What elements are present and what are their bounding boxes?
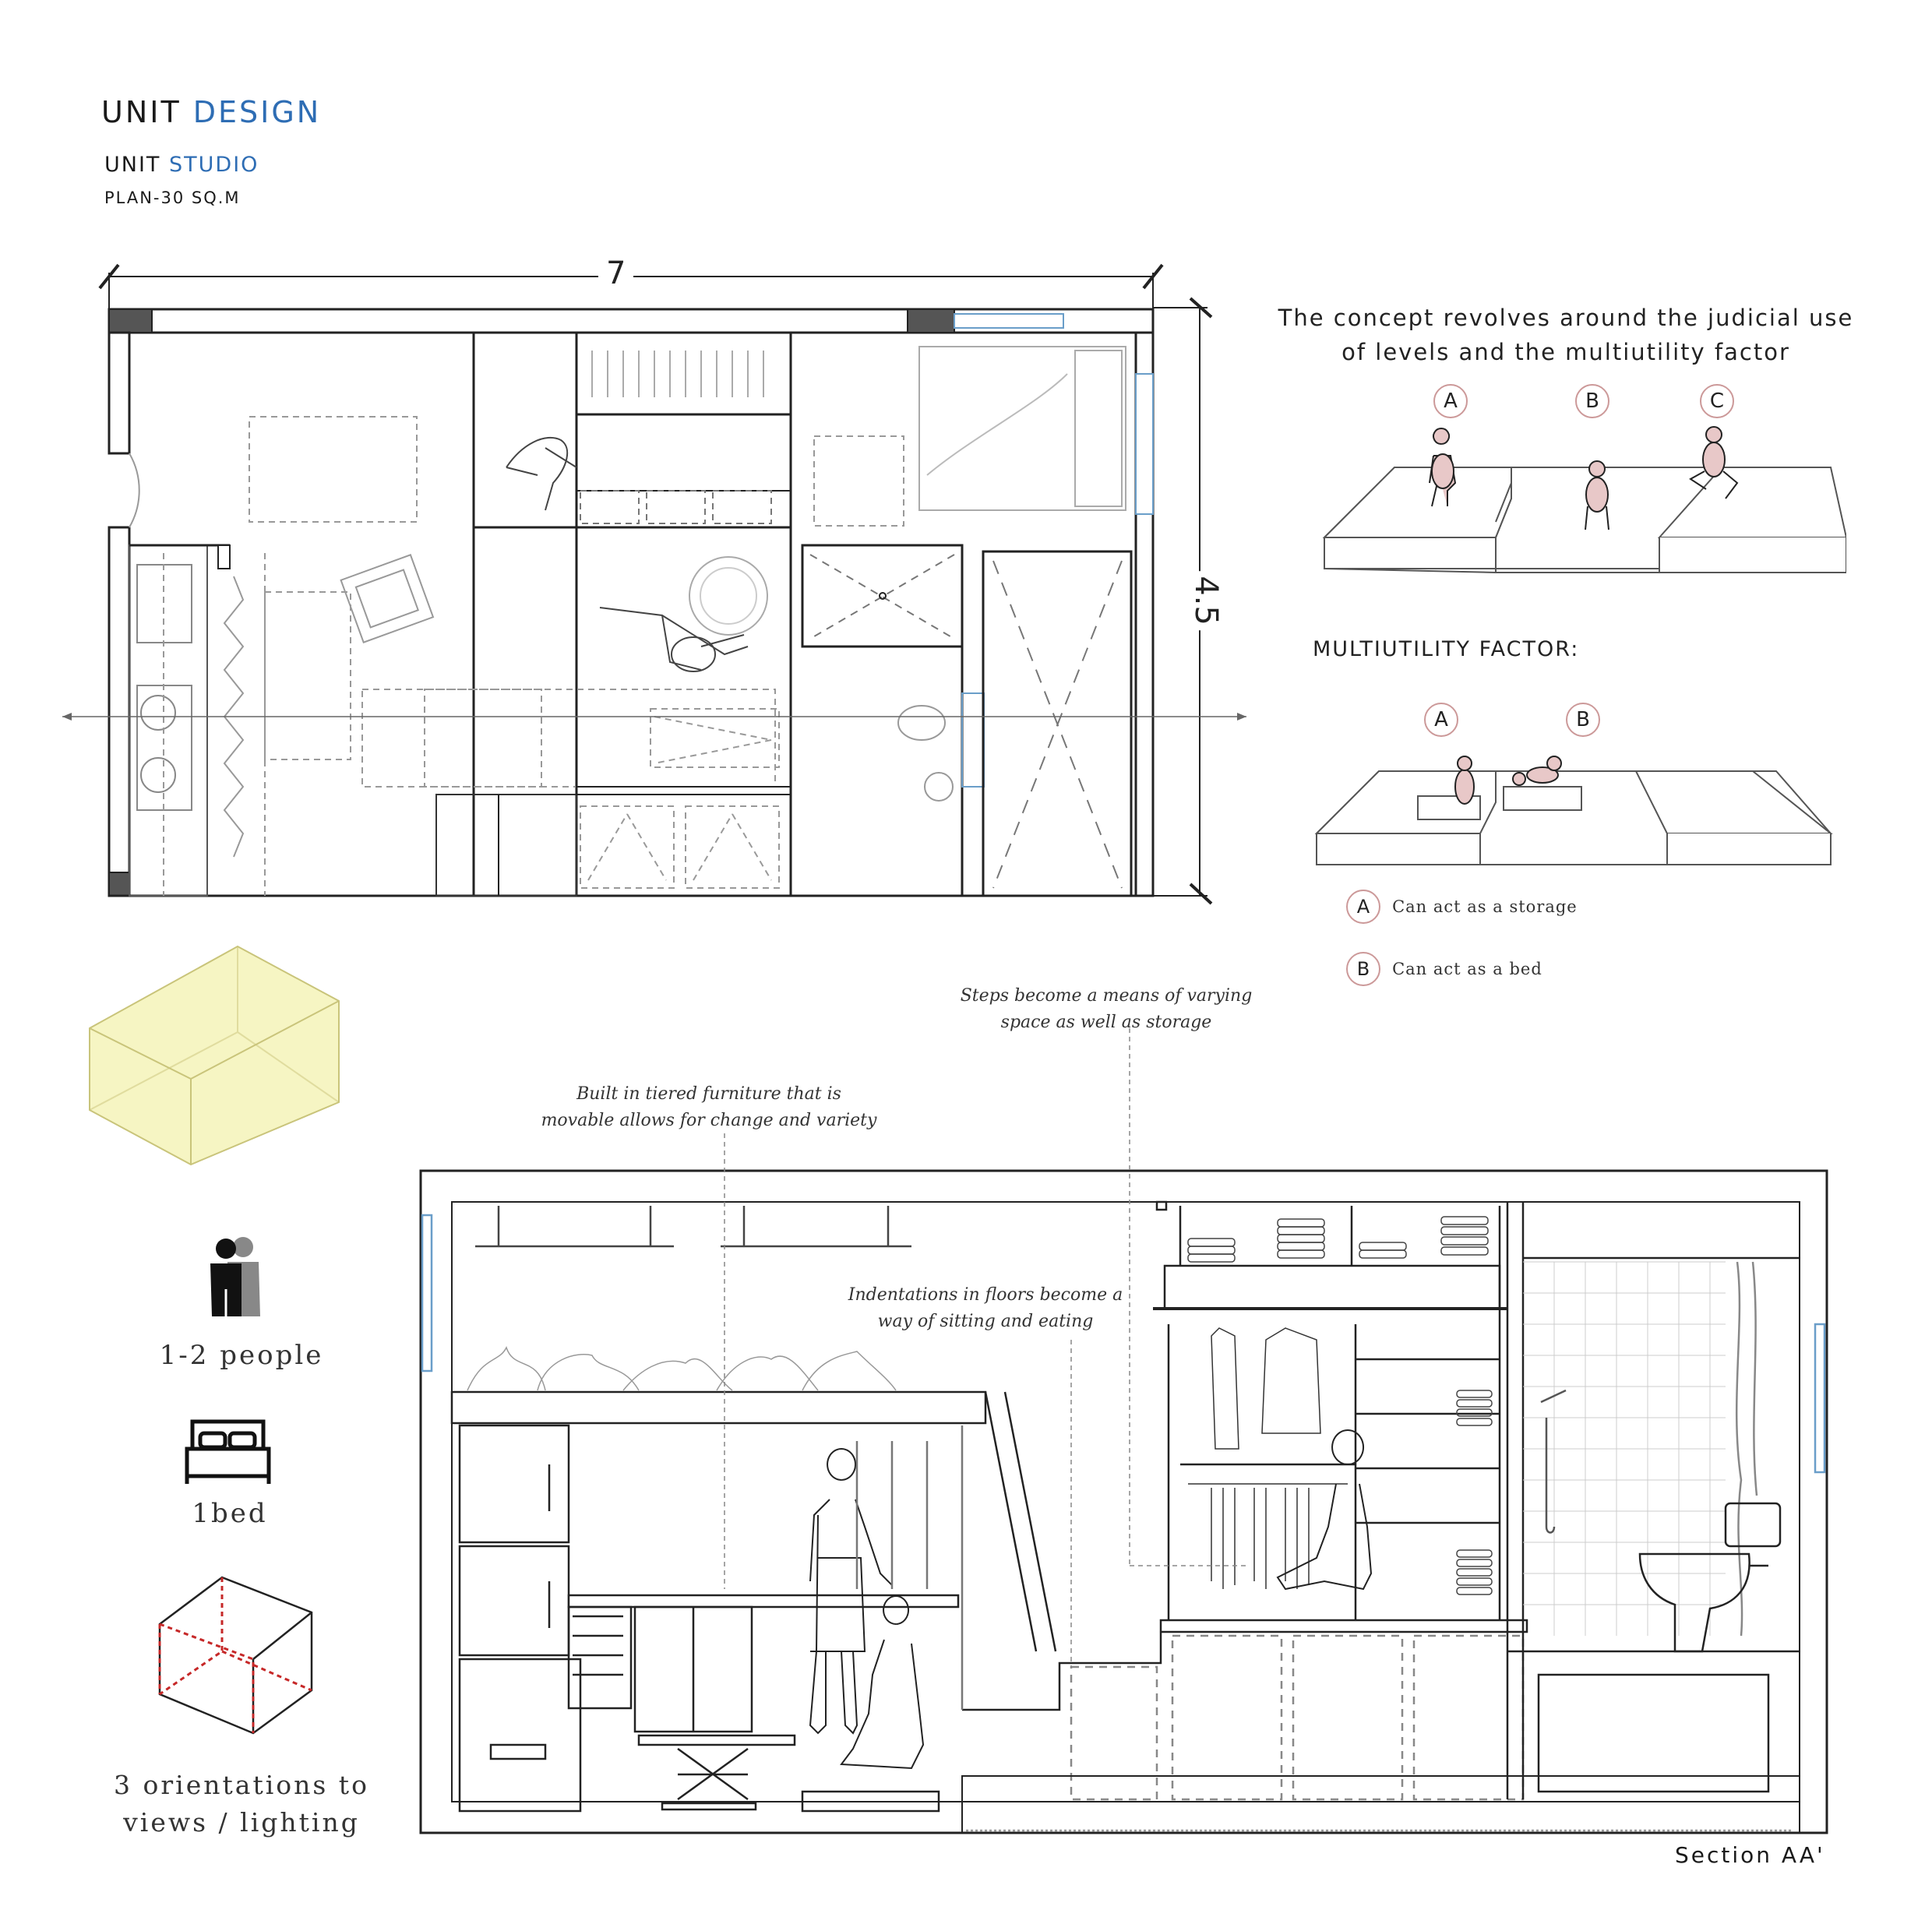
shower — [802, 545, 962, 647]
west-wall-lower — [109, 527, 129, 896]
level-marker-b: B — [1575, 384, 1609, 418]
fridge — [460, 1425, 569, 1542]
title-part2: DESIGN — [192, 95, 322, 129]
bed-box-b — [1504, 787, 1581, 810]
people-capacity: 1-2 people — [159, 1340, 324, 1371]
width-dimension-label: 7 — [598, 255, 633, 291]
multi-marker-a: A — [1424, 703, 1458, 737]
indent-line-2: way of sitting and eating — [877, 1312, 1094, 1331]
west-wall-upper — [109, 333, 129, 453]
section-aa-drawing — [0, 1013, 1932, 1869]
entry-door-swing — [129, 453, 139, 527]
multiutility-diagram — [1309, 740, 1839, 880]
raised-block-right — [1636, 771, 1831, 833]
bed — [919, 347, 1126, 510]
legend-text-b: Can act as a bed — [1392, 960, 1542, 978]
steps-line-2: space as well as storage — [1000, 1013, 1212, 1032]
scissor-table — [639, 1735, 795, 1745]
depth-dimension-label: 4.5 — [1188, 571, 1224, 630]
toilet — [898, 706, 945, 740]
bed-count: 1bed — [192, 1498, 268, 1529]
concept-line-1: The concept revolves around the judicial use — [1278, 305, 1854, 331]
seated-figure-b — [1586, 477, 1608, 512]
shower-curtain — [1736, 1262, 1742, 1636]
wardrobe-loft — [1165, 1266, 1500, 1309]
concept-line-2: of levels and the multiutility factor — [1341, 339, 1790, 365]
legend-key-b: B — [1346, 952, 1380, 986]
toilet-tank — [1726, 1503, 1780, 1546]
basin — [925, 773, 953, 801]
title-part1: UNIT — [101, 95, 182, 129]
section-label: Section AA' — [1675, 1842, 1825, 1868]
level-marker-a: A — [1433, 384, 1468, 418]
figure-reading — [506, 438, 576, 510]
indent-line-1: Indentations in floors become a — [848, 1285, 1123, 1305]
washing-machine — [460, 1659, 580, 1811]
legend-text-a: Can act as a storage — [1392, 897, 1578, 916]
seated-figure-c — [1703, 442, 1725, 477]
kitchen-counter — [129, 545, 207, 896]
steps-line-1: Steps become a means of varying — [960, 986, 1253, 1006]
figure-stretching — [600, 608, 748, 670]
toilet-bowl — [1640, 1554, 1750, 1651]
multiutility-heading: MULTIUTILITY FACTOR: — [1313, 637, 1580, 661]
levels-diagram — [1317, 421, 1846, 592]
tiered-line-1: Built in tiered furniture that is — [576, 1084, 841, 1104]
orientation-line-1: 3 orientations to — [114, 1770, 369, 1800]
section-outer-frame — [421, 1171, 1827, 1833]
tiered-line-2: movable allows for change and variety — [541, 1111, 877, 1130]
legend-key-a: A — [1346, 890, 1380, 924]
ladder — [985, 1392, 1036, 1651]
orientation-line-2: views / lighting — [123, 1807, 360, 1838]
armchair — [341, 555, 433, 642]
section-steps — [962, 1620, 1527, 1710]
raised-block-right — [1659, 467, 1846, 537]
figure-kneeling — [841, 1596, 923, 1768]
subtitle-part1: UNIT — [104, 153, 161, 177]
legend-item-a — [1346, 890, 1578, 924]
subtitle-part2: STUDIO — [169, 153, 259, 177]
plan-label: PLAN-30 SQ.M — [104, 189, 241, 207]
concept-text — [1278, 301, 1854, 369]
legend-item-b — [1346, 952, 1542, 986]
multi-marker-b: B — [1566, 703, 1600, 737]
figure-meditating — [1278, 1430, 1371, 1589]
level-marker-c: C — [1700, 384, 1734, 418]
raised-block-left — [1324, 467, 1511, 537]
loft-slab — [452, 1392, 985, 1423]
bath-storage — [1539, 1675, 1768, 1792]
figure-cooking — [810, 1449, 892, 1733]
